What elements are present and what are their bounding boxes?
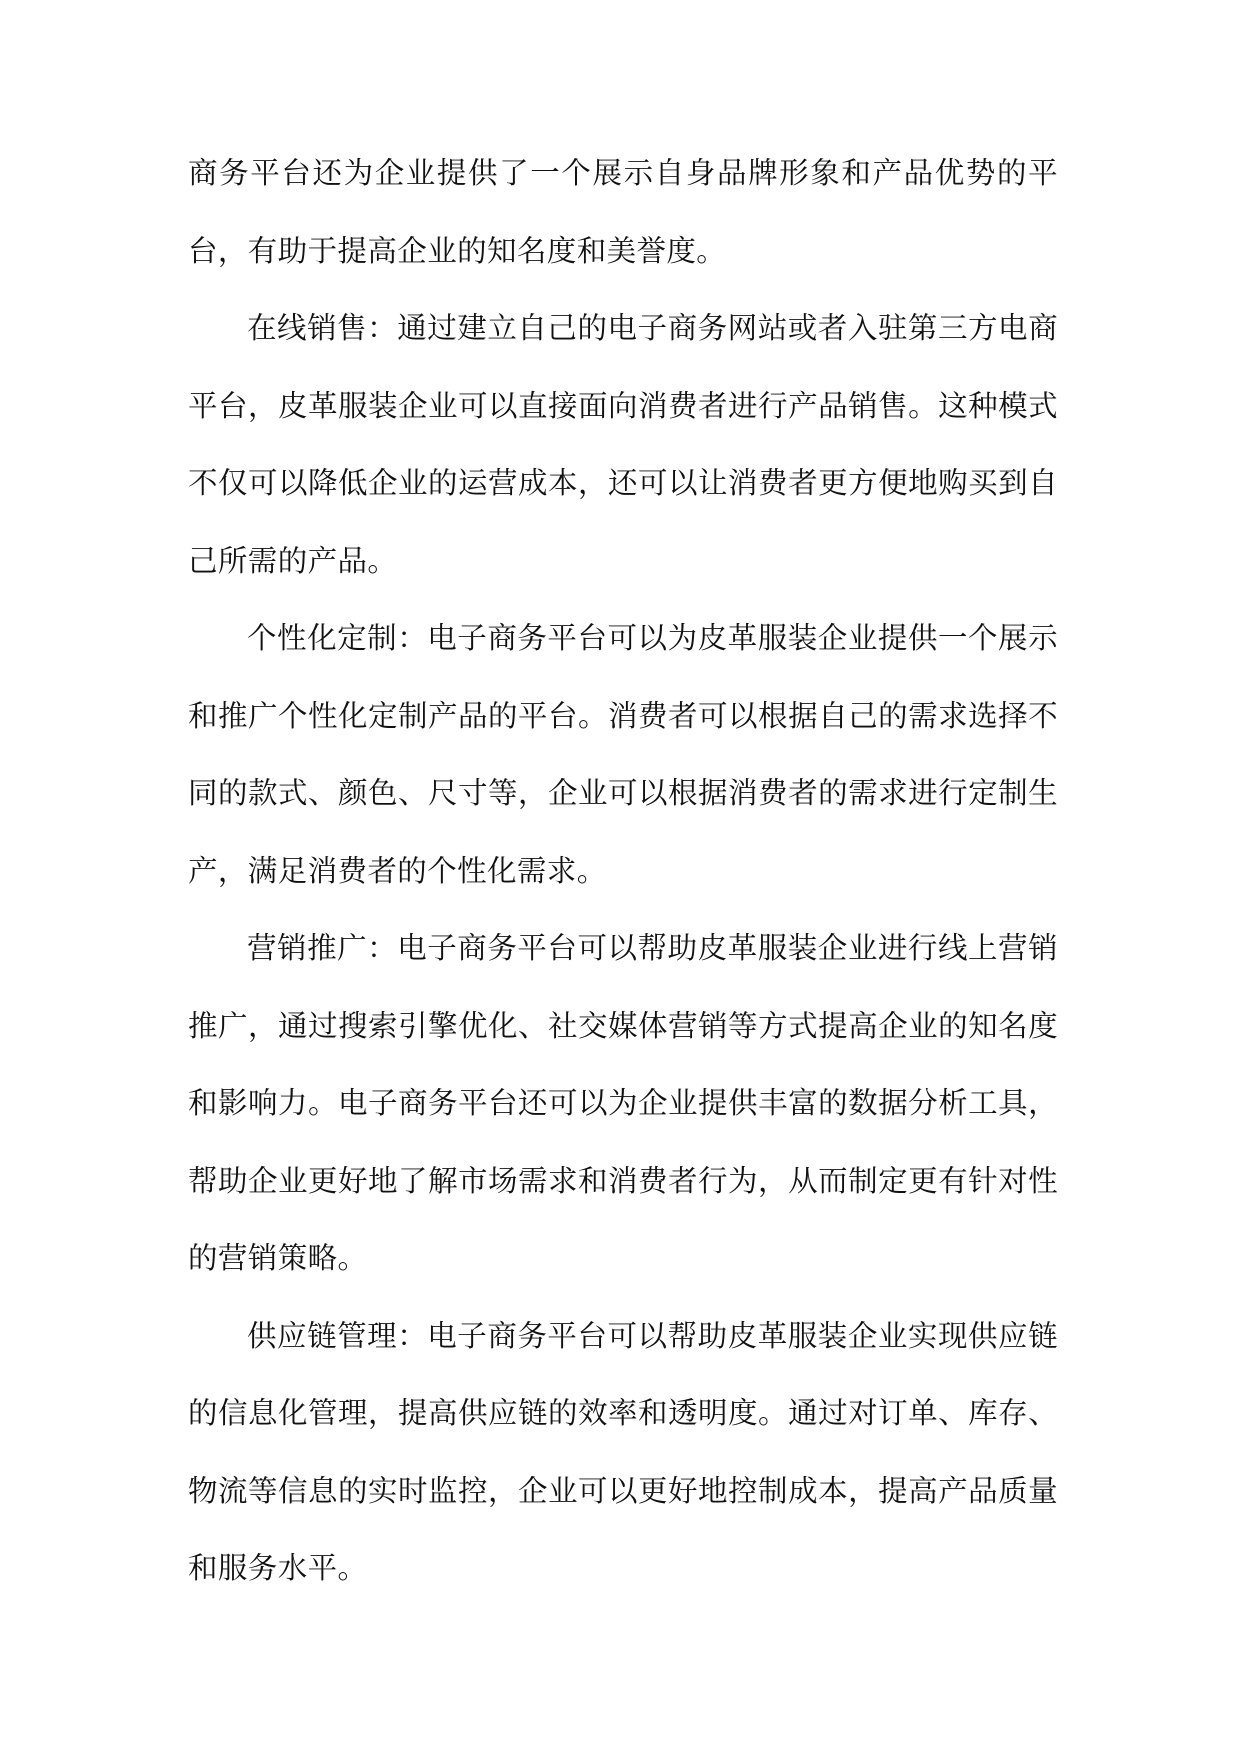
paragraph-online-sales: 在线销售：通过建立自己的电子商务网站或者入驻第三方电商平台，皮革服装企业可以直接面向消费者进行产品销售。这种模式不仅可以降低企业的运营成本，还可以让消费者更方便地购买到自己所需的产品。 <box>188 311 1058 578</box>
paragraph-marketing: 营销推广：电子商务平台可以帮助皮革服装企业进行线上营销推广，通过搜索引擎优化、社交媒体营销等方式提高企业的知名度和影响力。电子商务平台还可以为企业提供丰富的数据分析工具，帮助企业更好地了解市场需求和消费者行为，从而制定更有针对性的营销策略。 <box>188 931 1058 1275</box>
paragraph-customization: 个性化定制：电子商务平台可以为皮革服装企业提供一个展示和推广个性化定制产品的平台。消费者可以根据自己的需求选择不同的款式、颜色、尺寸等，企业可以根据消费者的需求进行定制生产，满足消费者的个性化需求。 <box>188 621 1058 888</box>
document-body <box>188 135 1058 1608</box>
paragraph-continuation: 商务平台还为企业提供了一个展示自身品牌形象和产品优势的平台，有助于提高企业的知名度和美誉度。 <box>188 156 1058 268</box>
paragraph-supply-chain: 供应链管理：电子商务平台可以帮助皮革服装企业实现供应链的信息化管理，提高供应链的效率和透明度。通过对订单、库存、物流等信息的实时监控，企业可以更好地控制成本，提高产品质量和服务水平。 <box>188 1318 1058 1585</box>
